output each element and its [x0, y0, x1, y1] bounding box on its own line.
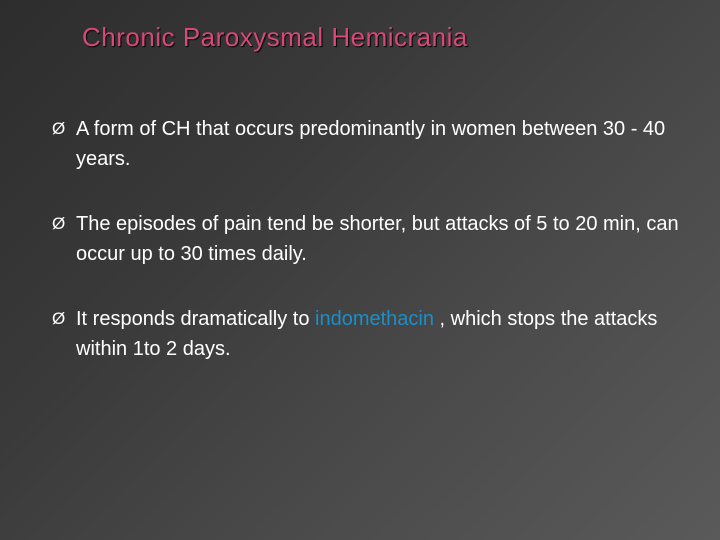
bullet-item-episode-frequency [52, 209, 692, 269]
bullet-text-after: , which stops the attacks within 1to 2 days. [76, 308, 658, 360]
bullet-text: A form of CH that occurs predominantly in women between 30 - 40 years. [76, 118, 666, 170]
bullet-text [76, 304, 692, 364]
slide-title: Chronic Paroxysmal Hemicrania [82, 22, 468, 52]
arrowhead-bullet-icon: Ø [52, 214, 66, 233]
bullet-list [52, 114, 692, 399]
bullet-item-indomethacin-response [52, 304, 692, 364]
indomethacin-highlight: indomethacin [315, 308, 434, 330]
bullet-item-women-age [52, 114, 692, 174]
arrowhead-bullet-icon: Ø [52, 309, 66, 328]
bullet-text: The episodes of pain tend be shorter, but attacks of 5 to 20 min, can occur up to 30 times daily. [76, 213, 679, 265]
arrowhead-bullet-icon: Ø [52, 119, 66, 138]
bullet-text-before: It responds dramatically to [76, 308, 315, 330]
